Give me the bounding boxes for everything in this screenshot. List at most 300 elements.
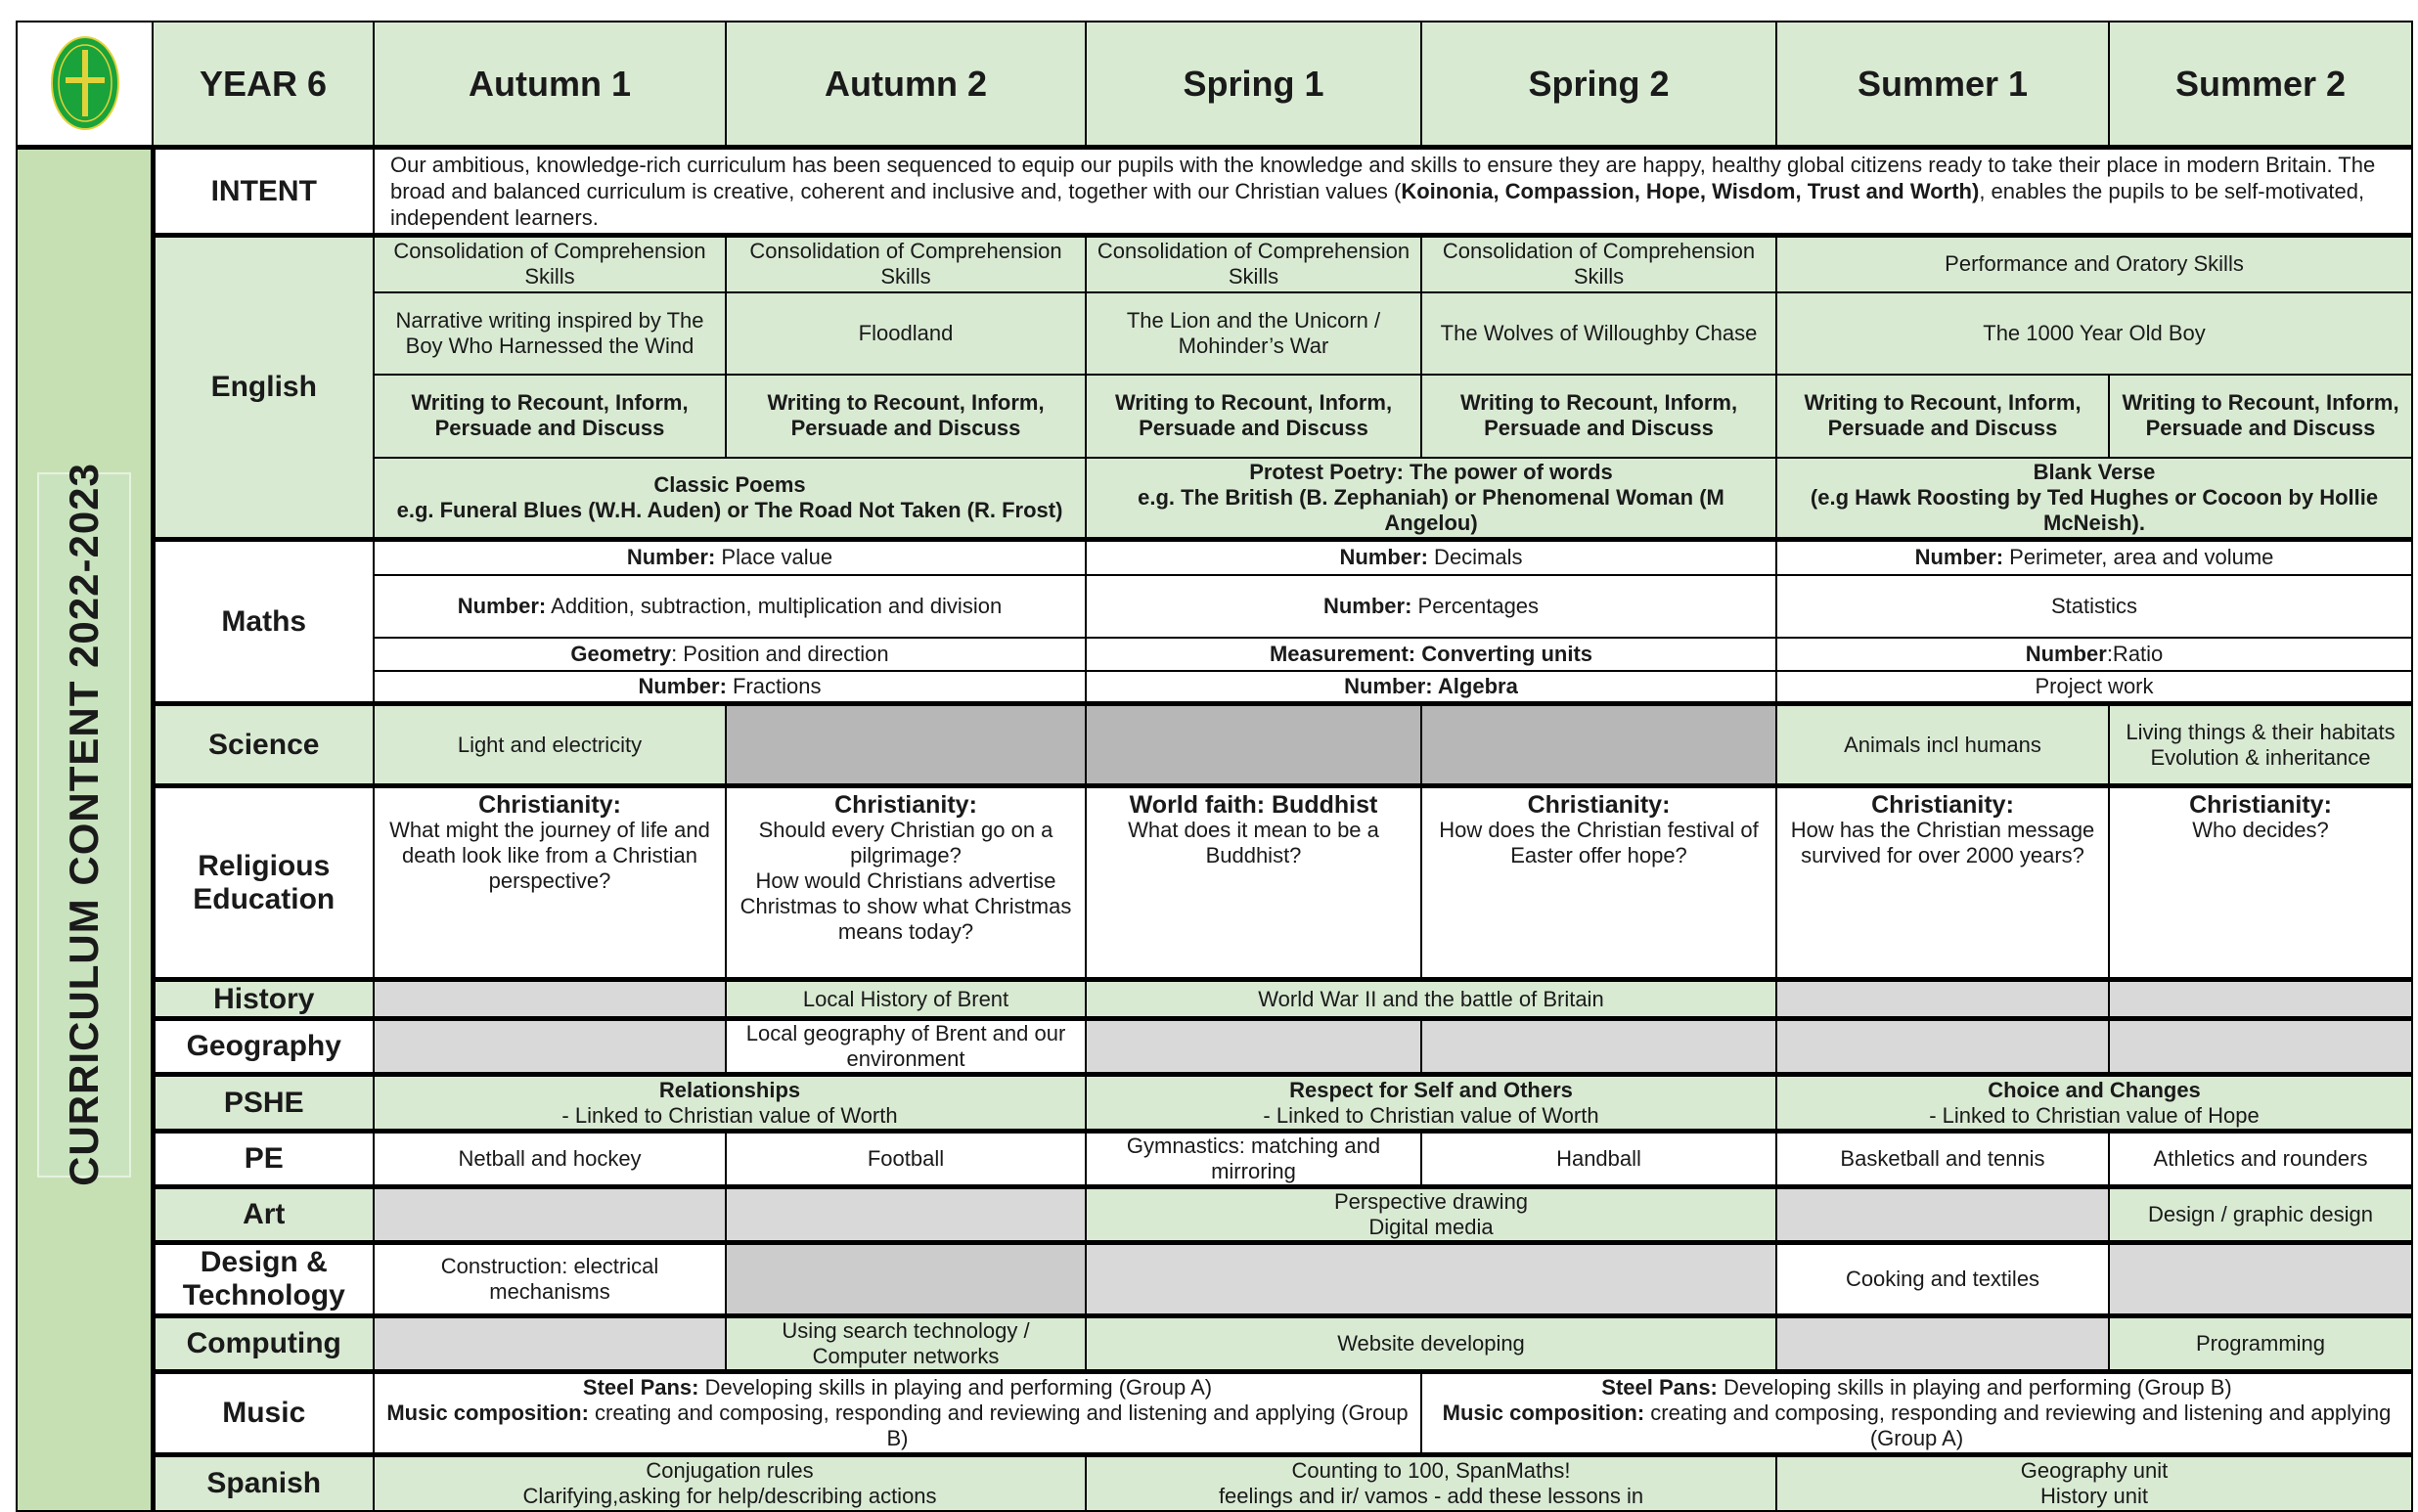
curriculum-cell	[1776, 575, 2412, 638]
cell-line	[1783, 1458, 2405, 1484]
cell-text: Design / graphic design	[2148, 1202, 2373, 1226]
cell-line	[381, 545, 1079, 570]
cell-line	[1783, 251, 2405, 277]
cell-line	[1093, 1458, 1769, 1484]
cell-text: Fractions	[726, 673, 822, 698]
subject-label: Spanish	[153, 1455, 374, 1511]
bold-text: Christianity:	[834, 791, 977, 819]
cell-text: What might the journey of life and death look like from a Christian perspective?	[389, 818, 710, 893]
curriculum-cell	[1421, 236, 1776, 292]
curriculum-cell	[1086, 375, 1421, 458]
cell-text: Place value	[715, 545, 833, 570]
subject-label: Geography	[153, 1019, 374, 1075]
cell-text: How does the Christian festival of Easter offer hope?	[1439, 818, 1759, 867]
bold-text: Number	[2025, 641, 2107, 666]
bold-text: Protest Poetry: The power of words	[1249, 459, 1613, 484]
cell-text: Performance and Oratory Skills	[1945, 251, 2244, 277]
cell-line	[733, 321, 1079, 346]
year-heading: YEAR 6	[153, 22, 374, 148]
cell-line	[1783, 390, 2102, 441]
curriculum-cell	[1086, 458, 1776, 540]
curriculum-cell	[1086, 1132, 1421, 1187]
cell-text: , enables the pupils to be self-motivated, independent learners.	[390, 179, 2365, 230]
side-band	[17, 148, 153, 1511]
curriculum-cell	[374, 1075, 1086, 1132]
cell-line	[381, 733, 719, 758]
curriculum-cell	[726, 786, 1086, 980]
curriculum-cell	[374, 575, 1086, 638]
curriculum-cell	[374, 638, 1086, 671]
curriculum-cell	[1086, 786, 1421, 980]
curriculum-row	[17, 786, 2412, 980]
curriculum-cell	[2109, 1316, 2412, 1372]
cell-text: Developing skills in playing and performing (Group A)	[698, 1375, 1213, 1400]
cell-text: Project work	[2035, 673, 2154, 698]
cell-line	[1783, 792, 2102, 818]
cell-line	[2116, 720, 2405, 745]
cell-line	[381, 390, 719, 441]
curriculum-cell	[1086, 540, 1776, 575]
curriculum-cell	[374, 236, 726, 292]
cell-line	[733, 1146, 1079, 1172]
bold-text: Writing to Recount, Inform, Persuade and Discuss	[1114, 390, 1393, 440]
curriculum-cell	[1776, 704, 2109, 786]
cell-line	[381, 674, 1079, 699]
cell-text: Using search technology / Computer networks	[782, 1318, 1030, 1368]
bold-text: Steel Pans:	[1601, 1375, 1718, 1400]
curriculum-row	[17, 148, 2412, 236]
empty-cell	[1086, 1019, 1421, 1075]
school-crest-icon	[48, 34, 122, 132]
bold-text: Writing to Recount, Inform, Persuade and Discuss	[2122, 390, 2399, 440]
cell-line	[733, 868, 1079, 945]
cell-line	[1783, 1078, 2405, 1103]
cell-line	[2116, 745, 2405, 771]
curriculum-cell	[2109, 1132, 2412, 1187]
curriculum-row	[17, 375, 2412, 458]
empty-cell	[2109, 1019, 2412, 1075]
subject-label: Art	[153, 1187, 374, 1243]
cell-text: - Linked to Christian value of Worth	[1263, 1102, 1599, 1128]
cell-line	[1093, 390, 1414, 441]
curriculum-cell	[1421, 292, 1776, 375]
curriculum-cell	[1776, 540, 2412, 575]
cell-line	[381, 1103, 1079, 1129]
bold-text: Writing to Recount, Inform, Persuade and Discuss	[767, 390, 1045, 440]
bold-text: Number:	[457, 593, 547, 618]
cell-line	[381, 818, 719, 894]
bold-text: Steel Pans:	[582, 1375, 699, 1400]
cell-text: The 1000 Year Old Boy	[1983, 320, 2206, 345]
cell-line	[1093, 460, 1769, 485]
cell-text: - Linked to Christian value of Worth	[561, 1102, 898, 1128]
cell-text: Programming	[2195, 1331, 2326, 1356]
empty-cell	[2109, 1243, 2412, 1316]
curriculum-row	[17, 980, 2412, 1019]
cell-text: : Position and direction	[671, 641, 889, 666]
bold-text: e.g. The British (B. Zephaniah) or Phenomenal Woman (M Angelou)	[1138, 484, 1724, 535]
bold-text: Christianity:	[1527, 791, 1671, 819]
term-heading: Spring 2	[1421, 22, 1776, 148]
curriculum-row	[17, 1132, 2412, 1187]
empty-cell	[2109, 980, 2412, 1019]
curriculum-cell	[1086, 1075, 1776, 1132]
bold-text: Number:	[626, 545, 716, 570]
cell-line	[733, 1318, 1079, 1369]
curriculum-row	[17, 704, 2412, 786]
subject-label: English	[153, 236, 374, 540]
cell-text: Addition, subtraction, multiplication and division	[546, 593, 1003, 618]
curriculum-cell	[726, 980, 1086, 1019]
cell-line	[381, 239, 719, 289]
cell-line	[381, 1401, 1414, 1451]
curriculum-cell	[374, 1455, 1086, 1511]
curriculum-cell	[374, 148, 2412, 236]
curriculum-cell	[2109, 1187, 2412, 1243]
cell-line	[381, 472, 1079, 498]
bold-text: Blank Verse	[2033, 459, 2156, 484]
curriculum-cell	[1086, 1455, 1776, 1511]
curriculum-row	[17, 575, 2412, 638]
bold-text: Writing to Recount, Inform, Persuade and Discuss	[411, 390, 689, 440]
cell-text: Netball and hockey	[458, 1146, 642, 1171]
curriculum-row	[17, 671, 2412, 704]
curriculum-cell	[726, 1316, 1086, 1372]
curriculum-cell	[374, 375, 726, 458]
cell-line	[733, 1021, 1079, 1072]
curriculum-cell	[1776, 1243, 2109, 1316]
curriculum-cell	[1776, 1455, 2412, 1511]
cell-text: Website developing	[1337, 1331, 1525, 1356]
subject-label: Design & Technology	[153, 1243, 374, 1316]
curriculum-row	[17, 1243, 2412, 1316]
bold-text: (e.g Hawk Roosting by Ted Hughes or Cocoon by Hollie McNeish).	[1810, 484, 2379, 535]
curriculum-cell	[2109, 704, 2412, 786]
bold-text: Number:	[1914, 545, 2004, 570]
curriculum-row	[17, 1019, 2412, 1075]
empty-cell	[1421, 704, 1776, 786]
cell-line	[1428, 239, 1769, 289]
curriculum-cell	[1086, 575, 1776, 638]
cell-line	[1093, 1189, 1769, 1215]
cell-line	[1783, 674, 2405, 699]
cell-line	[1093, 594, 1769, 619]
curriculum-row	[17, 236, 2412, 292]
cell-line	[1093, 1103, 1769, 1129]
cell-line	[1428, 1401, 2405, 1451]
cell-line	[1093, 1331, 1769, 1356]
cell-line	[1093, 1215, 1769, 1240]
subject-label: INTENT	[153, 148, 374, 236]
curriculum-row	[17, 1075, 2412, 1132]
cell-line	[1428, 1375, 2405, 1401]
cell-line	[1783, 1484, 2405, 1509]
cell-line	[381, 594, 1079, 619]
bold-text: Geometry	[570, 641, 672, 666]
cell-line	[1093, 792, 1414, 818]
cell-line	[2116, 818, 2405, 843]
curriculum-cell	[1086, 1187, 1776, 1243]
cell-line	[733, 987, 1079, 1012]
cell-text: How has the Christian message survived for over 2000 years?	[1790, 818, 2095, 867]
cell-text: Athletics and rounders	[2153, 1146, 2368, 1171]
cell-text: Local History of Brent	[802, 986, 1009, 1011]
empty-cell	[1776, 1316, 2109, 1372]
cell-text: Handball	[1556, 1146, 1641, 1171]
subject-label: Science	[153, 704, 374, 786]
cell-text: Living things & their habitats	[2126, 719, 2396, 744]
cell-text: Construction: electrical mechanisms	[440, 1254, 659, 1304]
cell-text: Light and electricity	[457, 732, 643, 757]
curriculum-cell	[374, 458, 1086, 540]
empty-cell	[374, 1187, 726, 1243]
curriculum-row	[17, 638, 2412, 671]
cell-text: World War II and the battle of Britain	[1258, 986, 1604, 1011]
logo-cell	[17, 22, 153, 148]
cell-text: Consolidation of Comprehension Skills	[1442, 239, 1756, 289]
cell-line	[381, 792, 719, 818]
curriculum-cell	[374, 1132, 726, 1187]
cell-line	[733, 239, 1079, 289]
curriculum-cell	[1421, 786, 1776, 980]
curriculum-cell	[1086, 1316, 1776, 1372]
cell-line	[381, 1146, 719, 1172]
cell-line	[381, 308, 719, 359]
bold-text: Classic Poems	[653, 471, 806, 497]
bold-text: Writing to Recount, Inform, Persuade and Discuss	[1459, 390, 1738, 440]
cell-text: What does it mean to be a Buddhist?	[1128, 818, 1379, 867]
cell-line	[381, 498, 1079, 523]
side-label-box	[37, 463, 131, 1187]
cell-text: Perimeter, area and volume	[2003, 545, 2274, 570]
curriculum-cell	[1086, 671, 1776, 704]
cell-text: creating and composing, responding and reviewing and listening and applying (Group B)	[588, 1401, 1409, 1450]
cell-text: Evolution & inheritance	[2150, 744, 2371, 770]
cell-line	[1428, 792, 1769, 818]
empty-cell	[726, 1187, 1086, 1243]
cell-line	[1093, 308, 1414, 359]
cell-line	[1093, 674, 1769, 699]
cell-text: Gymnastics: matching and mirroring	[1126, 1134, 1381, 1183]
term-heading: Summer 2	[2109, 22, 2412, 148]
cell-line	[1783, 1146, 2102, 1172]
cell-text: The Lion and the Unicorn / Mohinder’s War	[1126, 307, 1381, 358]
subject-label: History	[153, 980, 374, 1019]
curriculum-cell	[726, 236, 1086, 292]
curriculum-cell	[374, 292, 726, 375]
curriculum-cell	[726, 292, 1086, 375]
cell-text: The Wolves of Willoughby Chase	[1440, 320, 1758, 345]
curriculum-row	[17, 1316, 2412, 1372]
cell-text: Percentages	[1411, 593, 1540, 618]
term-heading: Autumn 2	[726, 22, 1086, 148]
curriculum-cell	[374, 540, 1086, 575]
curriculum-cell	[374, 1372, 1421, 1455]
cell-line	[1093, 239, 1414, 289]
bold-text: Number: Algebra	[1344, 673, 1518, 698]
curriculum-cell	[2109, 786, 2412, 980]
cell-line	[733, 818, 1079, 868]
bold-text: Relationships	[658, 1077, 801, 1102]
cell-text: How would Christians advertise Christmas to show what Christmas means today?	[739, 868, 1072, 944]
cell-text: Decimals	[1427, 545, 1523, 570]
cell-line	[1783, 485, 2405, 536]
cell-line	[1428, 818, 1769, 868]
curriculum-cell	[1086, 638, 1776, 671]
curriculum-row	[17, 540, 2412, 575]
cell-line	[1428, 321, 1769, 346]
curriculum-cell	[374, 671, 1086, 704]
bold-text: Number:	[638, 673, 727, 698]
cell-line	[381, 1375, 1414, 1401]
bold-text: Music composition:	[1442, 1401, 1645, 1425]
curriculum-cell	[2109, 375, 2412, 458]
bold-text: Koinonia, Compassion, Hope, Wisdom, Trust and Worth)	[1401, 179, 1980, 203]
bold-text: Christianity:	[2189, 791, 2332, 819]
subject-label: Computing	[153, 1316, 374, 1372]
curriculum-row	[17, 458, 2412, 540]
cell-text: Narrative writing inspired by The Boy Who Harnessed the Wind	[395, 307, 704, 358]
curriculum-cell	[1776, 786, 2109, 980]
subject-label: PE	[153, 1132, 374, 1187]
cell-text: Football	[867, 1146, 945, 1171]
cell-line	[1428, 1146, 1769, 1172]
bold-text: Measurement: Converting units	[1269, 641, 1593, 666]
cell-text: Our ambitious, knowledge-rich curriculum has been sequenced to equip our pupils with the knowledge and skills to ensure they are happy, healthy global citizens ready to take their place in modern Britain. The broad and balanced curriculum is creative, coherent and inclusive and, together with our Christian values (	[390, 153, 2376, 203]
cell-text: Consolidation of Comprehension Skills	[749, 239, 1062, 289]
curriculum-row	[17, 1372, 2412, 1455]
curriculum-cell	[1086, 980, 1776, 1019]
term-heading: Summer 1	[1776, 22, 2109, 148]
cell-line	[1093, 1078, 1769, 1103]
bold-text: Music composition:	[386, 1401, 589, 1425]
cell-text: Digital media	[1368, 1215, 1494, 1239]
side-label: CURRICULUM CONTENT 2022-2023	[60, 463, 107, 1187]
cell-line	[1783, 818, 2102, 868]
cell-line	[1783, 594, 2405, 619]
curriculum-cell	[1776, 292, 2412, 375]
cell-text: Basketball and tennis	[1840, 1146, 2045, 1171]
empty-cell	[726, 1243, 1086, 1316]
cell-line	[1428, 390, 1769, 441]
empty-cell	[1776, 980, 2109, 1019]
subject-label: Religious Education	[153, 786, 374, 980]
cell-line	[1093, 1484, 1769, 1509]
cell-line	[2116, 1202, 2405, 1227]
curriculum-cell	[1086, 292, 1421, 375]
cell-text: Developing skills in playing and performing (Group B)	[1717, 1375, 2232, 1400]
bold-text: Christianity:	[478, 791, 621, 819]
curriculum-cell	[1776, 458, 2412, 540]
cell-line	[390, 153, 2375, 230]
curriculum-cell	[1421, 1132, 1776, 1187]
cell-text: History unit	[2039, 1483, 2149, 1508]
curriculum-cell	[726, 375, 1086, 458]
cell-line	[1093, 818, 1414, 868]
empty-cell	[374, 1316, 726, 1372]
bold-text: e.g. Funeral Blues (W.H. Auden) or The Road Not Taken (R. Frost)	[396, 497, 1063, 522]
term-heading: Spring 1	[1086, 22, 1421, 148]
cell-text: :Ratio	[2106, 641, 2164, 666]
curriculum-cell	[374, 1243, 726, 1316]
cell-line	[381, 1254, 719, 1305]
cell-line	[2116, 1331, 2405, 1356]
cell-line	[1783, 321, 2405, 346]
cell-line	[381, 1458, 1079, 1484]
cell-line	[1093, 485, 1769, 536]
cell-line	[381, 1484, 1079, 1509]
cell-line	[1783, 1267, 2102, 1292]
curriculum-row	[17, 1455, 2412, 1511]
cell-line	[733, 390, 1079, 441]
header-row	[17, 22, 2412, 148]
cell-line	[1783, 1103, 2405, 1129]
bold-text: Respect for Self and Others	[1289, 1077, 1573, 1102]
cell-text: Should every Christian go on a pilgrimage?	[758, 818, 1053, 867]
cell-text: feelings and ir/ vamos - add these lessons in	[1218, 1483, 1644, 1508]
cell-text: Counting to 100, SpanMaths!	[1291, 1457, 1571, 1483]
curriculum-cell	[1776, 236, 2412, 292]
curriculum-cell	[374, 704, 726, 786]
curriculum-cell	[374, 786, 726, 980]
curriculum-cell	[1421, 1372, 2412, 1455]
bold-text: Number:	[1322, 593, 1412, 618]
cell-line	[1093, 545, 1769, 570]
curriculum-cell	[1776, 671, 2412, 704]
cell-line	[1783, 460, 2405, 485]
cell-line	[1093, 642, 1769, 667]
curriculum-cell	[1776, 375, 2109, 458]
empty-cell	[1086, 704, 1421, 786]
cell-line	[381, 642, 1079, 667]
curriculum-cell	[1776, 1132, 2109, 1187]
cell-line	[381, 1078, 1079, 1103]
cell-line	[733, 792, 1079, 818]
bold-text: Choice and Changes	[1988, 1077, 2201, 1102]
cell-text: Conjugation rules	[646, 1457, 814, 1483]
cell-line	[2116, 1146, 2405, 1172]
empty-cell	[1421, 1019, 1776, 1075]
empty-cell	[374, 1019, 726, 1075]
cell-line	[1783, 642, 2405, 667]
cell-text: Floodland	[858, 320, 954, 345]
empty-cell	[726, 704, 1086, 786]
cell-text: Local geography of Brent and our environment	[745, 1021, 1066, 1071]
curriculum-cell	[726, 1019, 1086, 1075]
cell-text: Consolidation of Comprehension Skills	[393, 239, 706, 289]
bold-text: World faith: Buddhist	[1129, 791, 1378, 819]
cell-text: Clarifying,asking for help/describing actions	[522, 1483, 937, 1508]
cell-text: Cooking and textiles	[1845, 1267, 2040, 1291]
curriculum-row	[17, 1187, 2412, 1243]
curriculum-row	[17, 292, 2412, 375]
cell-line	[1093, 1134, 1414, 1184]
bold-text: Number:	[1339, 545, 1428, 570]
subject-label: PSHE	[153, 1075, 374, 1132]
cell-text: Statistics	[2050, 593, 2138, 618]
empty-cell	[374, 980, 726, 1019]
empty-cell	[1776, 1019, 2109, 1075]
cell-text: Who decides?	[2192, 818, 2329, 842]
cell-text: Perspective drawing	[1333, 1189, 1529, 1214]
cell-line	[2116, 792, 2405, 818]
cell-text: - Linked to Christian value of Hope	[1929, 1102, 2260, 1128]
empty-cell	[1086, 1243, 1776, 1316]
curriculum-table	[16, 21, 2413, 1512]
curriculum-cell	[1421, 375, 1776, 458]
subject-label: Music	[153, 1372, 374, 1455]
cell-text: Consolidation of Comprehension Skills	[1097, 239, 1410, 289]
